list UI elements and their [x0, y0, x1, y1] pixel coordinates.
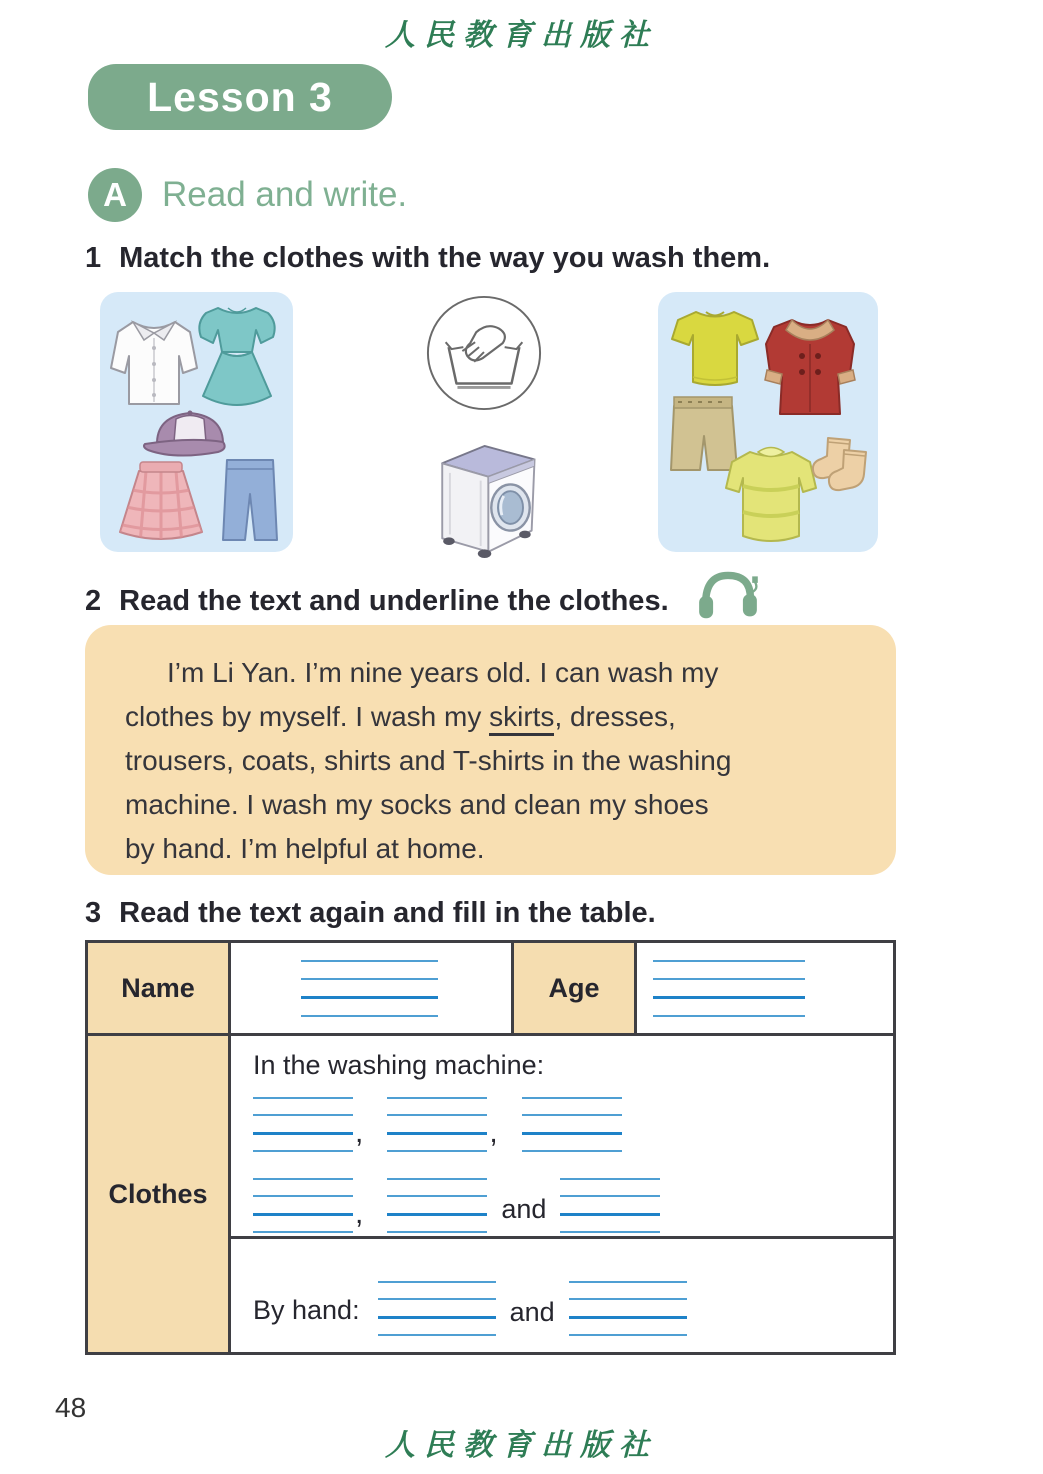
passage-line: trousers, coats, shirts and T-shirts in the washing — [125, 745, 732, 776]
sweater-illustration — [726, 448, 816, 542]
age-answer-cell — [637, 943, 893, 1036]
writing-lines-blank — [387, 1097, 487, 1152]
washing-machine-answer-cell — [231, 1036, 893, 1239]
publisher-calligraphy-header: 人民教育出版社 — [385, 18, 658, 53]
reading-passage — [85, 625, 896, 875]
hand-glyph — [462, 326, 505, 362]
passage-line: machine. I wash my socks and clean my shoes — [125, 789, 709, 820]
section-title: Read and write. — [162, 175, 408, 214]
and-label: and — [509, 1297, 555, 1327]
writing-lines-blank — [569, 1281, 687, 1336]
trousers-illustration — [223, 460, 277, 540]
section-a-header — [88, 168, 407, 222]
activity-2-heading — [85, 572, 759, 630]
writing-lines-blank — [253, 1097, 353, 1152]
washing-machine-icon — [423, 428, 548, 568]
name-answer-cell — [231, 943, 514, 1036]
shirt-illustration — [111, 322, 197, 404]
tshirt-illustration — [672, 312, 758, 385]
comma-separator: , — [489, 1116, 498, 1149]
lesson-badge-label: Lesson 3 — [147, 73, 333, 120]
dress-illustration — [199, 308, 274, 405]
clothes-box-right — [658, 292, 878, 552]
activity-1-heading — [85, 242, 770, 275]
writing-lines-age — [653, 960, 805, 1017]
table-header-clothes: Clothes — [88, 1036, 231, 1352]
passage-line: I’m Li Yan. I’m nine years old. I can wash my — [167, 657, 719, 688]
shorts-illustration — [671, 397, 737, 470]
writing-lines-blank — [522, 1097, 622, 1152]
washing-machine-label: In the washing machine: — [253, 1050, 545, 1080]
fill-in-table — [85, 940, 896, 1355]
comma-separator: , — [355, 1197, 364, 1230]
activity-3-text: Read the text again and fill in the table. — [119, 897, 656, 929]
page-number: 48 — [55, 1392, 87, 1423]
activity-3-number: 3 — [85, 897, 102, 929]
skirt-illustration — [118, 462, 204, 546]
section-letter-badge: A — [88, 168, 142, 222]
writing-lines-blank — [560, 1178, 660, 1233]
writing-lines-blank — [387, 1178, 487, 1233]
activity-3-heading — [85, 897, 656, 930]
and-label: and — [501, 1194, 547, 1224]
underlined-word: skirts — [489, 701, 554, 736]
comma-separator: , — [355, 1116, 364, 1149]
table-header-name: Name — [88, 943, 231, 1036]
publisher-calligraphy-footer: 人民教育出版社 — [385, 1428, 658, 1463]
clothes-box-left — [100, 292, 293, 552]
headphones-icon — [697, 568, 759, 630]
activity-2-text: Read the text and underline the clothes. — [119, 584, 669, 617]
by-hand-label: By hand: — [253, 1295, 360, 1325]
hand-wash-symbol-icon — [424, 293, 544, 418]
activity-2-number: 2 — [85, 584, 102, 617]
machine-blank-row-2 — [253, 1178, 893, 1233]
lesson-badge — [88, 64, 392, 130]
activity-1-text: Match the clothes with the way you wash them. — [119, 242, 771, 274]
clothes-box-left-illustration — [100, 292, 293, 552]
writing-lines-blank — [378, 1281, 496, 1336]
passage-line: by hand. I’m helpful at home. — [125, 833, 485, 864]
activity-1-number: 1 — [85, 242, 102, 274]
writing-lines-blank — [253, 1178, 353, 1233]
writing-lines-name — [301, 960, 438, 1017]
machine-blank-row-1 — [253, 1097, 893, 1152]
cap-illustration — [144, 411, 225, 456]
table-header-age: Age — [514, 943, 637, 1036]
by-hand-answer-cell — [231, 1239, 893, 1352]
socks-illustration — [813, 438, 866, 490]
clothes-box-right-illustration — [658, 292, 878, 552]
coat-illustration — [765, 320, 855, 414]
passage-line: clothes by myself. I wash my skirts, dresses, — [125, 695, 856, 739]
